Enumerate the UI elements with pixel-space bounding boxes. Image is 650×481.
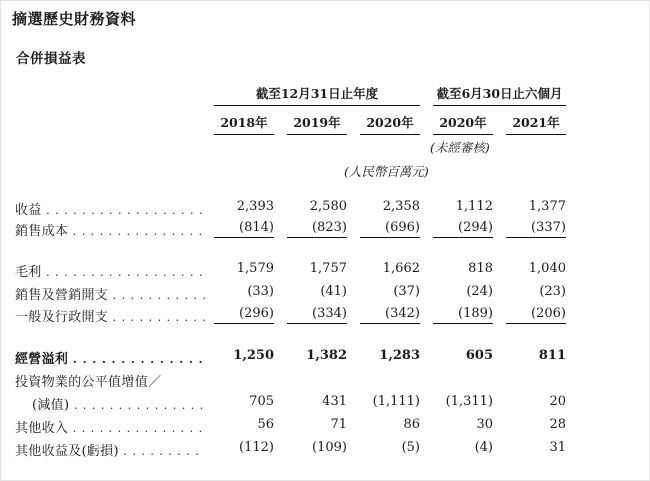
row-value: 431 — [322, 394, 347, 409]
year-header-2019: 2019年 — [287, 113, 347, 135]
row-label: 銷售及營銷開支 . . . — [15, 284, 205, 303]
table-row-fair-value-label — [0, 371, 650, 393]
row-value: (1,311) — [445, 394, 493, 409]
table-row-other-gains-losses — [0, 440, 650, 462]
row-value: (112) — [239, 440, 274, 455]
row-value: 1,250 — [233, 348, 274, 363]
table-row-fair-value-change — [0, 394, 650, 416]
row-value: 811 — [538, 348, 566, 363]
row-value: 30 — [476, 417, 493, 432]
row-value: (696) — [360, 220, 420, 238]
row-value: (4) — [474, 440, 493, 455]
row-label: 其他收益及(虧損) . . . — [15, 440, 205, 459]
row-value: (189) — [433, 306, 493, 324]
year-header-2020: 2020年 — [360, 113, 420, 135]
row-value: (5) — [401, 440, 420, 455]
row-value: 1,579 — [236, 261, 274, 276]
row-value: (23) — [539, 284, 566, 299]
row-value: (342) — [360, 306, 420, 324]
row-value: 2,358 — [382, 199, 420, 214]
row-value: (337) — [506, 220, 566, 238]
row-value: 2,393 — [236, 199, 274, 214]
row-value: 1,283 — [379, 348, 420, 363]
row-label: 收益 . . . — [15, 199, 205, 218]
table-row-admin-expenses — [0, 306, 650, 328]
row-value: 28 — [549, 417, 566, 432]
row-value: 1,112 — [455, 199, 493, 214]
row-label: (減值) . . . — [32, 394, 205, 413]
table-row-operating-profit — [0, 348, 650, 370]
unaudited-note: (未經審核) — [430, 140, 490, 155]
row-value: (41) — [320, 284, 347, 299]
row-value: 818 — [468, 261, 493, 276]
row-value: 71 — [330, 417, 347, 432]
table-row-cost-of-sales — [0, 220, 650, 242]
row-value: (1,111) — [372, 394, 420, 409]
row-value: (37) — [393, 284, 420, 299]
year-header-2020-interim: 2020年 — [433, 113, 493, 135]
year-header-2018: 2018年 — [214, 113, 274, 135]
year-header-2021-interim: 2021年 — [506, 113, 566, 135]
row-value: (814) — [214, 220, 274, 238]
row-value: 56 — [257, 417, 274, 432]
row-value: (294) — [433, 220, 493, 238]
row-value: 1,377 — [528, 199, 566, 214]
table-row-selling-expenses — [0, 284, 650, 306]
row-label: 銷售成本 . . . — [15, 220, 205, 239]
row-value: 1,662 — [382, 261, 420, 276]
section-title: 摘選歷史財務資料 — [12, 10, 137, 28]
row-value: 86 — [403, 417, 420, 432]
table-row-other-income — [0, 417, 650, 439]
table-title: 合併損益表 — [16, 51, 86, 67]
row-value: (296) — [214, 306, 274, 324]
table-row-revenue — [0, 199, 650, 221]
row-value: 1,757 — [309, 261, 347, 276]
row-label: 其他收入 . . . — [15, 417, 205, 436]
row-value: (109) — [312, 440, 347, 455]
row-value: (334) — [287, 306, 347, 324]
row-value: (206) — [506, 306, 566, 324]
row-value: 1,382 — [306, 348, 347, 363]
row-label: 毛利 . . . — [15, 261, 205, 280]
row-value: 20 — [549, 394, 566, 409]
row-value: 31 — [549, 440, 566, 455]
header-group-interim: 截至6月30日止六個月 — [433, 84, 566, 106]
row-value: (33) — [247, 284, 274, 299]
row-label: 投資物業的公平值增值／ — [15, 375, 162, 390]
row-label: 經營溢利 . . . — [15, 348, 205, 367]
table-row-gross-profit — [0, 261, 650, 283]
row-value: (24) — [466, 284, 493, 299]
header-group-annual: 截至12月31日止年度 — [214, 84, 420, 106]
row-value: 2,580 — [309, 199, 347, 214]
row-value: 1,040 — [528, 261, 566, 276]
row-value: (823) — [287, 220, 347, 238]
row-label: 一般及行政開支 . . . — [15, 306, 205, 325]
row-value: 705 — [249, 394, 274, 409]
row-value: 605 — [465, 348, 493, 363]
unit-note: (人民幣百萬元) — [344, 164, 429, 179]
